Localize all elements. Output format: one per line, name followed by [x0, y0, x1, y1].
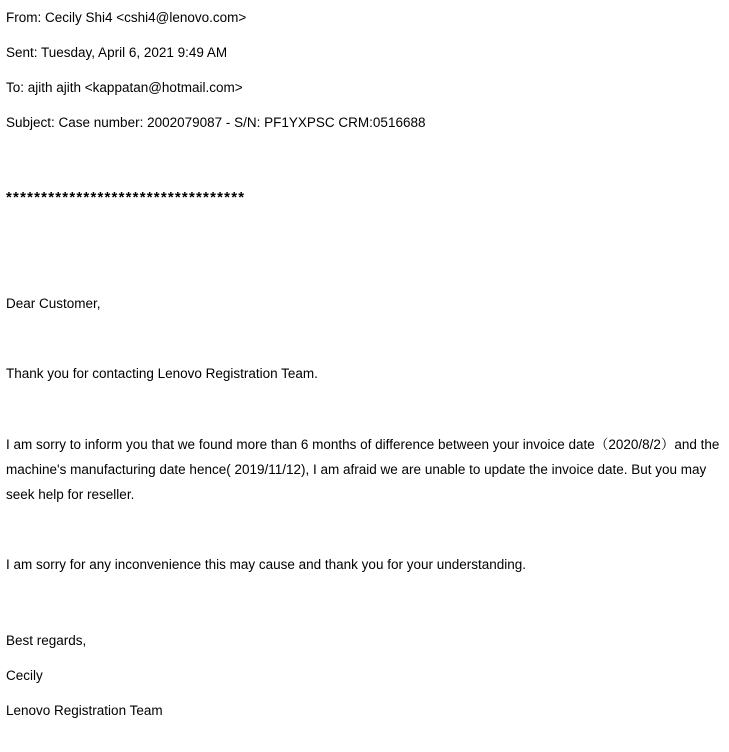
email-paragraph-1: Thank you for contacting Lenovo Registration Team.	[6, 366, 318, 381]
email-salutation: Dear Customer,	[6, 296, 101, 311]
email-sender-team: Lenovo Registration Team	[6, 703, 163, 718]
email-paragraph-2: I am sorry to inform you that we found more than 6 months of difference between your invoice date（2020/8/2）and the machine's manufacturing date hence( 2019/11/12), I am afraid we are unable to update the invoice date. But you may seek help for reseller.	[6, 437, 720, 502]
email-sender-name: Cecily	[6, 668, 43, 683]
email-header-sent: Sent: Tuesday, April 6, 2021 9:49 AM	[6, 45, 228, 60]
email-header-subject: Subject: Case number: 2002079087 - S/N: PF1YXPSC CRM:0516688	[6, 115, 426, 130]
email-header-from: From: Cecily Shi4 <cshi4@lenovo.com>	[6, 10, 247, 25]
email-header-to: To: ajith ajith <kappatan@hotmail.com>	[6, 80, 243, 95]
email-closing: Best regards,	[6, 633, 87, 648]
email-paragraph-3: I am sorry for any inconvenience this may cause and thank you for your understanding.	[6, 557, 527, 572]
email-divider: **********************************	[6, 189, 246, 206]
